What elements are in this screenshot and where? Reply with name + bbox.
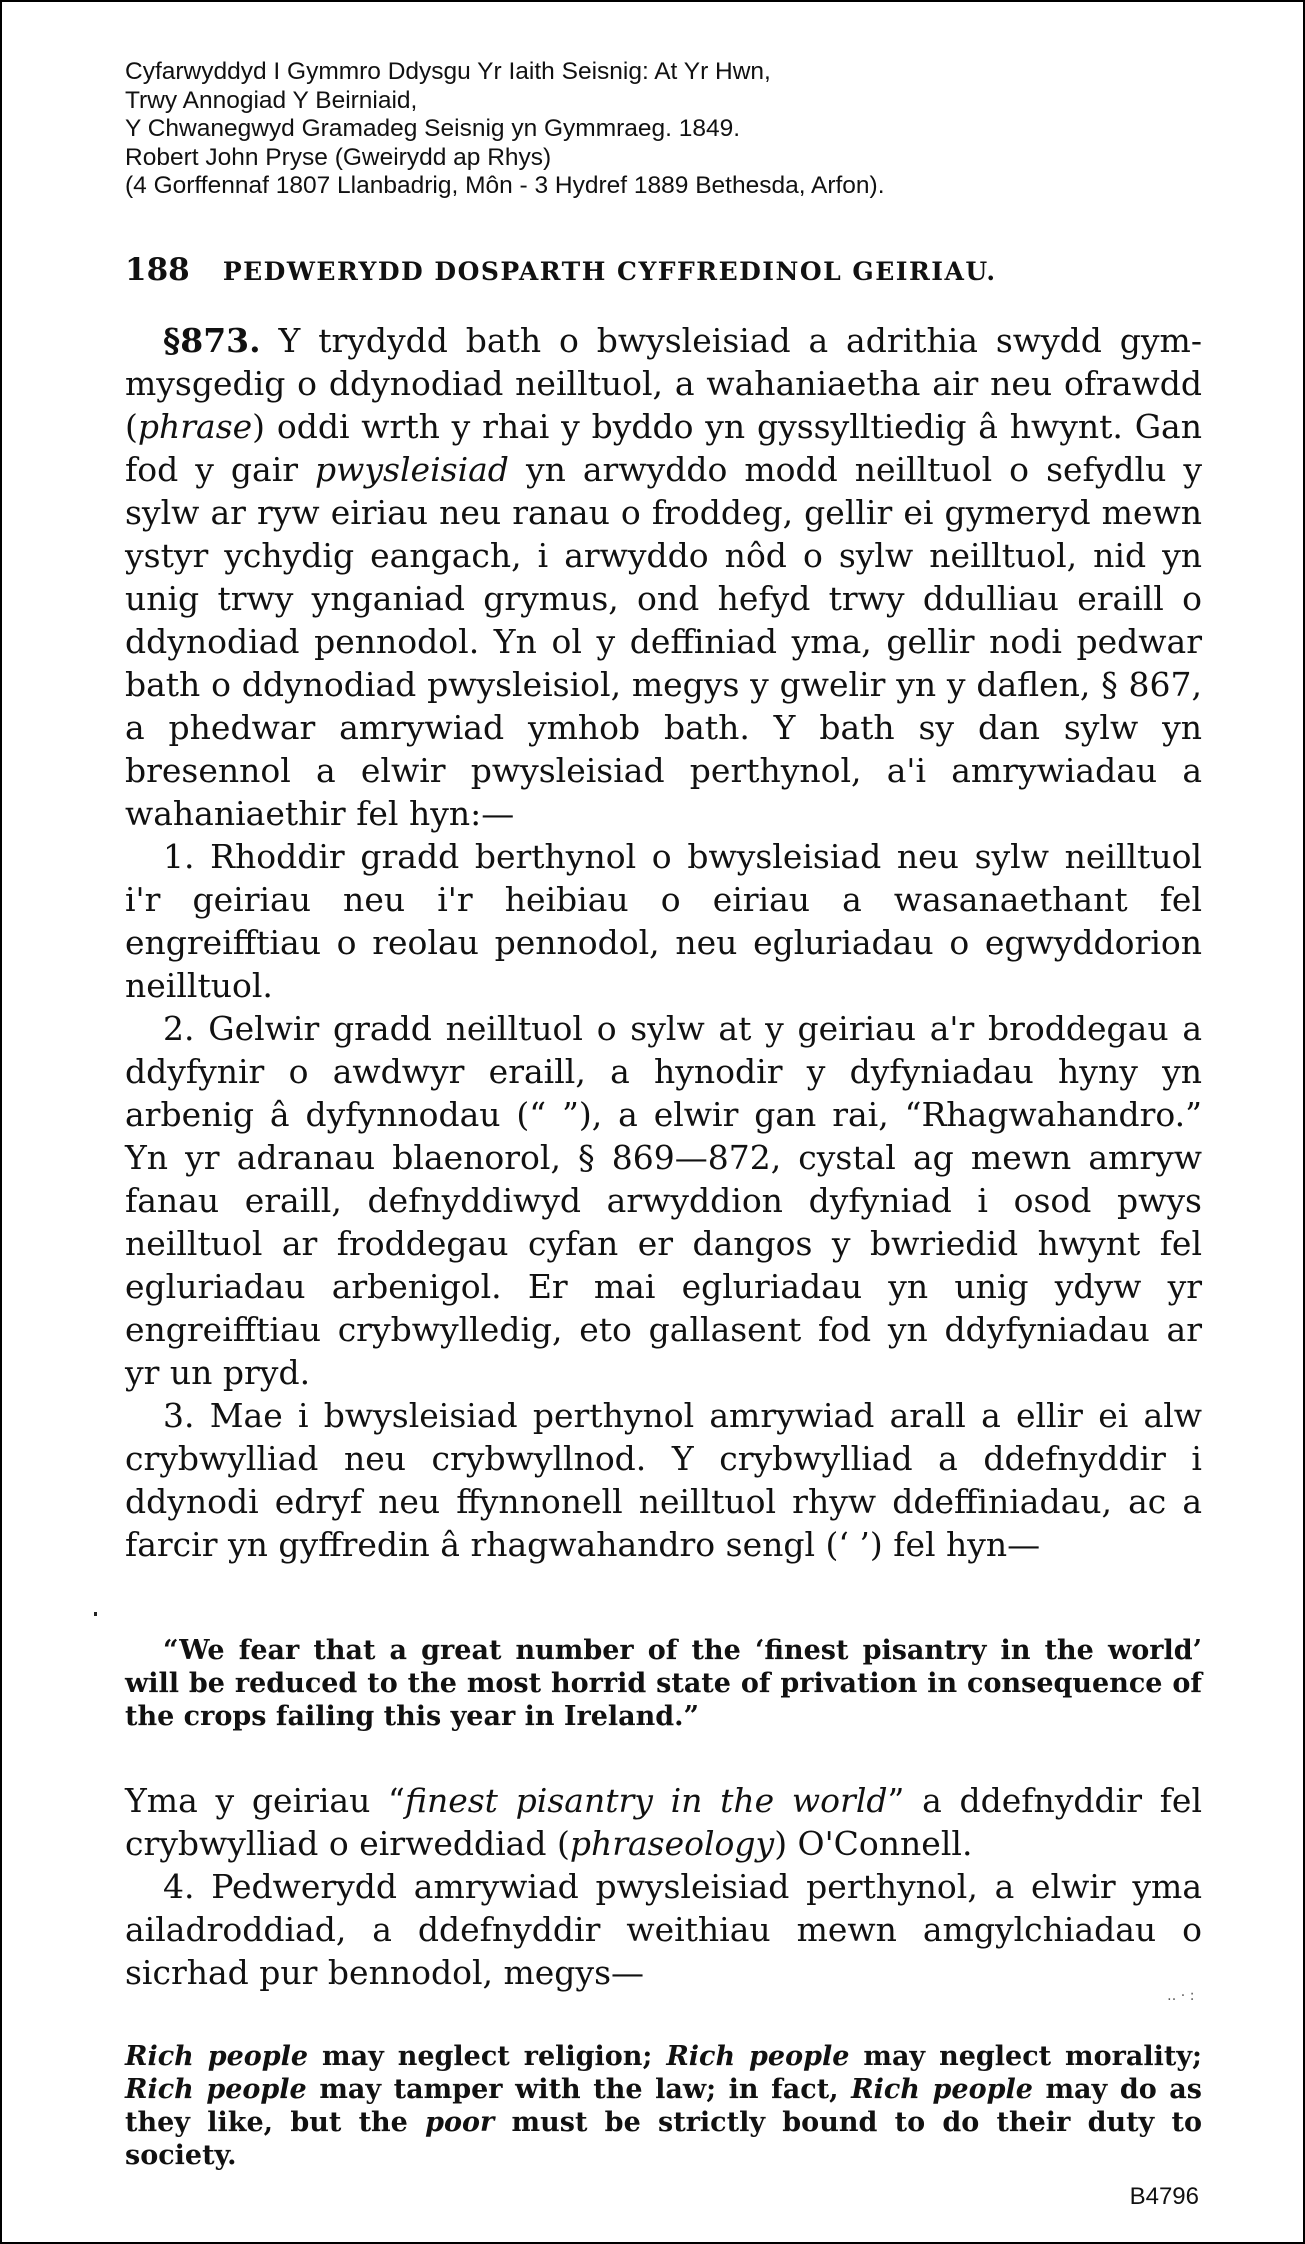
term-phrase: phrase — [137, 407, 253, 446]
catalogue-code: B4796 — [1129, 2183, 1199, 2210]
section-873-paragraph — [125, 319, 1202, 835]
page-number: 188 — [125, 252, 190, 288]
term-finest-pisantry: finest pisantry in the world — [404, 1781, 888, 1820]
text-run: may neglect morality; — [849, 2041, 1202, 2072]
emphasis-rich-people: Rich people — [125, 2074, 307, 2105]
bibliographic-header — [125, 58, 885, 201]
speck-mark — [94, 1612, 97, 1616]
meta-line: (4 Gorffennaf 1807 Llanbadrig, Môn - 3 Hydref 1889 Bethesda, Arfon). — [125, 172, 885, 200]
section-number: §873. — [163, 321, 261, 360]
after-quote-paragraph — [125, 1779, 1202, 1865]
term-phraseology: phraseology — [569, 1824, 775, 1863]
text-run: Yma y geiriau “ — [125, 1781, 405, 1820]
item-2-paragraph: 2. Gelwir gradd neilltuol o sylw at y geiriau a'r broddegau a ddyfynir o awdwyr eraill, a hynodir y dyfyniadau hyny yn arbenig â dyfynnodau (“ ”), a elwir gan rai, “Rhagwahandro.” Yn yr adranau blaenorol, § 869—872, cystal ag mewn amryw fanau eraill, defnyddiwyd arwyddion dyfyniad i osod pwys neilltuol ar froddegau cyfan er dangos y bwriedid hwynt fel egluriadau arbenigol. Er mai egluriadau yn unig ydyw yr engreifftiau crybwylledig, eto gallasent fod yn ddyfyniadau ar yr un pryd. — [125, 1009, 1202, 1392]
text-run: may tamper with the law; in fact, — [306, 2074, 852, 2105]
after-quote-block — [125, 1779, 1202, 1994]
item-3-paragraph: 3. Mae i bwysleisiad perthynol amrywiad arall a ellir ei alw crybwylliad neu crybwyllnod. Y crybwylliad a ddefnyddir i ddynodi edryf neu ffynnonell neilltuol rhyw ddeffiniadau, ac a farcir yn gyffredin â rhagwahandro sengl (‘ ’) fel hyn— — [125, 1396, 1202, 1564]
quotation-2 — [125, 2040, 1202, 2172]
meta-line: Trwy Annogiad Y Beirniaid, — [125, 86, 418, 114]
emphasis-poor: poor — [425, 2107, 495, 2138]
speck-marks: ‥ · : — [1167, 1988, 1195, 2004]
item-4-paragraph: 4. Pedwerydd amrywiad pwysleisiad perthynol, a elwir yma ailadroddiad, a ddefnyddir weithiau mewn amgylchiadau o sicrhad pur bennodol, megys— — [125, 1867, 1202, 1992]
text-run: Y trydydd bath o bwysleisiad a adrithia swydd gymmysgedig o ddynodiad neilltuol, a wahaniaetha air neu ofrawdd ( — [125, 321, 1202, 446]
term-pwysleisiad: pwysleisiad — [315, 450, 509, 489]
item-1-paragraph: 1. Rhoddir gradd berthynol o bwysleisiad neu sylw neilltuol i'r geiriau neu i'r heibiau o eiriau a wasanaethant fel engreifftiau o reolau pennodol, neu egluriadau o egwyddorion neilltuol. — [125, 837, 1202, 1005]
quotation-1: “We fear that a great number of the ‘finest pisantry in the world’ will be reduced to the most horrid state of privation in consequence of the crops failing this year in Ireland.” — [125, 1635, 1202, 1732]
emphasis-rich-people: Rich people — [125, 2041, 309, 2072]
text-run: ” a ddefnyddir fel crybwylliad o eirweddiad ( — [125, 1781, 1203, 1863]
text-run: ) oddi wrth y rhai y byddo yn gyssylltiedig â hwynt. Gan fod y gair — [125, 407, 1202, 489]
section-873-block — [125, 319, 1202, 1566]
meta-line: Cyfarwyddyd I Gymmro Ddysgu Yr Iaith Seisnig: At Yr Hwn, — [125, 58, 771, 85]
text-run: may neglect religion; — [308, 2041, 667, 2072]
page-heading — [125, 252, 997, 288]
meta-line: Y Chwanegwyd Gramadeg Seisnig yn Gymmraeg. 1849. — [125, 115, 741, 143]
running-title: PEDWERYDD DOSPARTH CYFFREDINOL GEIRIAU. — [222, 257, 997, 286]
meta-line: Robert John Pryse (Gweirydd ap Rhys) — [125, 143, 552, 171]
text-run: ) O'Connell. — [774, 1824, 973, 1863]
text-run: may do as they like, but the — [125, 2074, 1202, 2138]
emphasis-rich-people: Rich people — [851, 2074, 1033, 2105]
text-run: yn arwyddo modd neilltuol o sefydlu y sylw ar ryw eiriau neu ranau o froddeg, gellir ei gymeryd mewn ystyr ychydig eangach, i arwyddo nôd o sylw neilltuol, nid yn unig trwy ynganiad grymus, ond hefyd trwy ddulliau eraill o ddynodiad pennodol. Yn ol y deffiniad yma, gellir nodi pedwar bath o ddynodiad pwysleisiol, megys y gwelir yn y daflen, § 867, a phedwar amrywiad ymhob bath. Y bath sy dan sylw yn bresennol a elwir pwysleisiad perthynol, a'i amrywiadau a wahaniaethir fel hyn:— — [125, 450, 1202, 833]
emphasis-rich-people: Rich people — [666, 2041, 850, 2072]
text-run: must be strictly bound to do their duty to society. — [125, 2107, 1202, 2171]
